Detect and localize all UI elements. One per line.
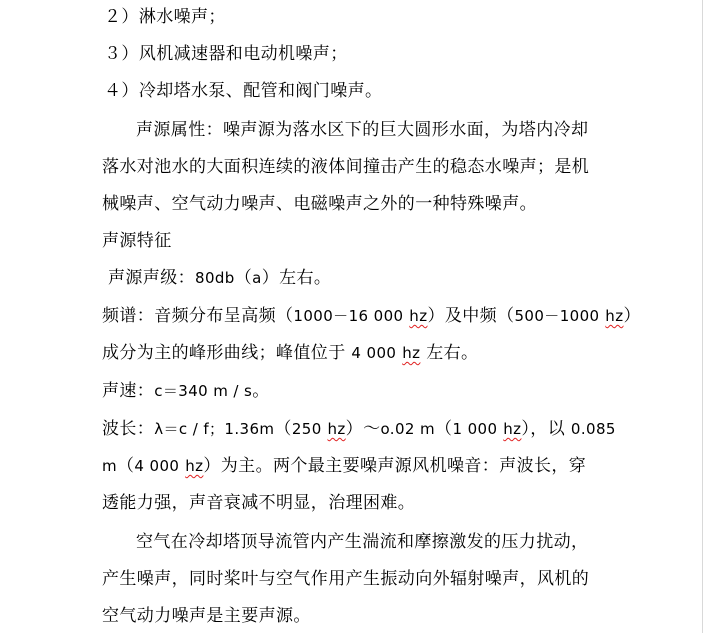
paragraph-line: 空气在冷却塔顶导流管内产生湍流和摩擦激发的压力扰动， bbox=[136, 532, 589, 552]
level-label: 声源声级： bbox=[108, 268, 195, 288]
list-text: 风机减速器和电动机噪声； bbox=[138, 44, 348, 64]
list-number: ２） bbox=[104, 7, 139, 27]
page-edge-divider bbox=[702, 0, 703, 633]
paren: （ bbox=[435, 419, 453, 439]
unit-hz: hz bbox=[605, 307, 624, 325]
freq-value: 250 bbox=[291, 420, 322, 438]
speed-label: 声速： bbox=[102, 381, 155, 401]
spectrum-end: 左右。 bbox=[426, 343, 479, 363]
spectrum-line-2 bbox=[102, 342, 478, 364]
spectrum-text: 成分为主的峰形曲线；峰值位于 bbox=[102, 343, 346, 363]
sound-speed-line bbox=[102, 380, 270, 402]
paragraph-line: 产生噪声，同时桨叶与空气作用产生振动向外辐射噪声，风机的 bbox=[102, 569, 590, 589]
list-text: 冷却塔水泵、配管和阀门噪声。 bbox=[138, 81, 383, 101]
high-range: 1000－16 000 bbox=[293, 307, 404, 325]
unit-hz: hz bbox=[503, 420, 522, 438]
wavelength-value: 0.085 bbox=[570, 420, 616, 438]
paren: （ bbox=[274, 419, 292, 439]
wavelength-sep: ），以 bbox=[521, 419, 566, 439]
wavelength-value: o.02 m bbox=[380, 420, 436, 438]
list-number: ３） bbox=[104, 44, 139, 64]
wavelength-formula: λ＝c / f；1.36m bbox=[154, 420, 275, 438]
unit-hz: hz bbox=[409, 307, 428, 325]
list-item bbox=[104, 6, 226, 28]
paragraph-line: 空气动力噪声是主要声源。 bbox=[102, 606, 311, 626]
wavelength-label: 波长： bbox=[102, 419, 155, 439]
unit-hz: hz bbox=[402, 344, 421, 362]
spectrum-mid: ）及中频（ bbox=[427, 306, 515, 326]
wavelength-text: ）为主。两个最主要噪声源风机噪音：声波长，穿 bbox=[203, 456, 587, 476]
wavelength-line-1 bbox=[102, 418, 616, 440]
unit-hz: hz bbox=[185, 457, 204, 475]
freq-value: 4 000 bbox=[134, 457, 180, 475]
level-suffix: ）左右。 bbox=[261, 268, 332, 288]
unit-m: m bbox=[102, 457, 118, 475]
level-value: 80db bbox=[195, 269, 235, 287]
list-item bbox=[104, 80, 382, 102]
list-number: ４） bbox=[104, 81, 139, 101]
section-heading: 声源特征 bbox=[102, 231, 172, 251]
paragraph-line: 声源属性：噪声源为落水区下的巨大圆形水面，为塔内冷却 bbox=[136, 120, 589, 140]
source-level-line bbox=[108, 267, 331, 289]
paren: （ bbox=[117, 456, 135, 476]
peak-value: 4 000 bbox=[351, 344, 397, 362]
paragraph-line: 落水对池水的大面积连续的液体间撞击产生的稳态水噪声；是机 bbox=[102, 157, 590, 177]
wavelength-line-3: 透能力强，声音衰减不明显，治理困难。 bbox=[102, 493, 416, 513]
paren: （ bbox=[234, 268, 253, 288]
unit-hz: hz bbox=[327, 420, 346, 438]
mid-range: 500－1000 bbox=[514, 307, 600, 325]
list-item bbox=[104, 43, 348, 65]
list-text: 淋水噪声； bbox=[138, 7, 226, 27]
weighting: a bbox=[252, 269, 262, 287]
freq-value: 1 000 bbox=[452, 420, 498, 438]
wavelength-line-2 bbox=[102, 455, 586, 477]
spectrum-label: 频谱：音频分布呈高频（ bbox=[102, 306, 294, 326]
paren: ） bbox=[623, 306, 641, 326]
period: 。 bbox=[252, 381, 270, 401]
range-sep: ）～ bbox=[345, 419, 381, 439]
spectrum-line-1 bbox=[102, 305, 641, 327]
speed-value: c＝340 m / s bbox=[154, 382, 253, 400]
paragraph-line: 械噪声、空气动力噪声、电磁噪声之外的一种特殊噪声。 bbox=[102, 194, 537, 214]
